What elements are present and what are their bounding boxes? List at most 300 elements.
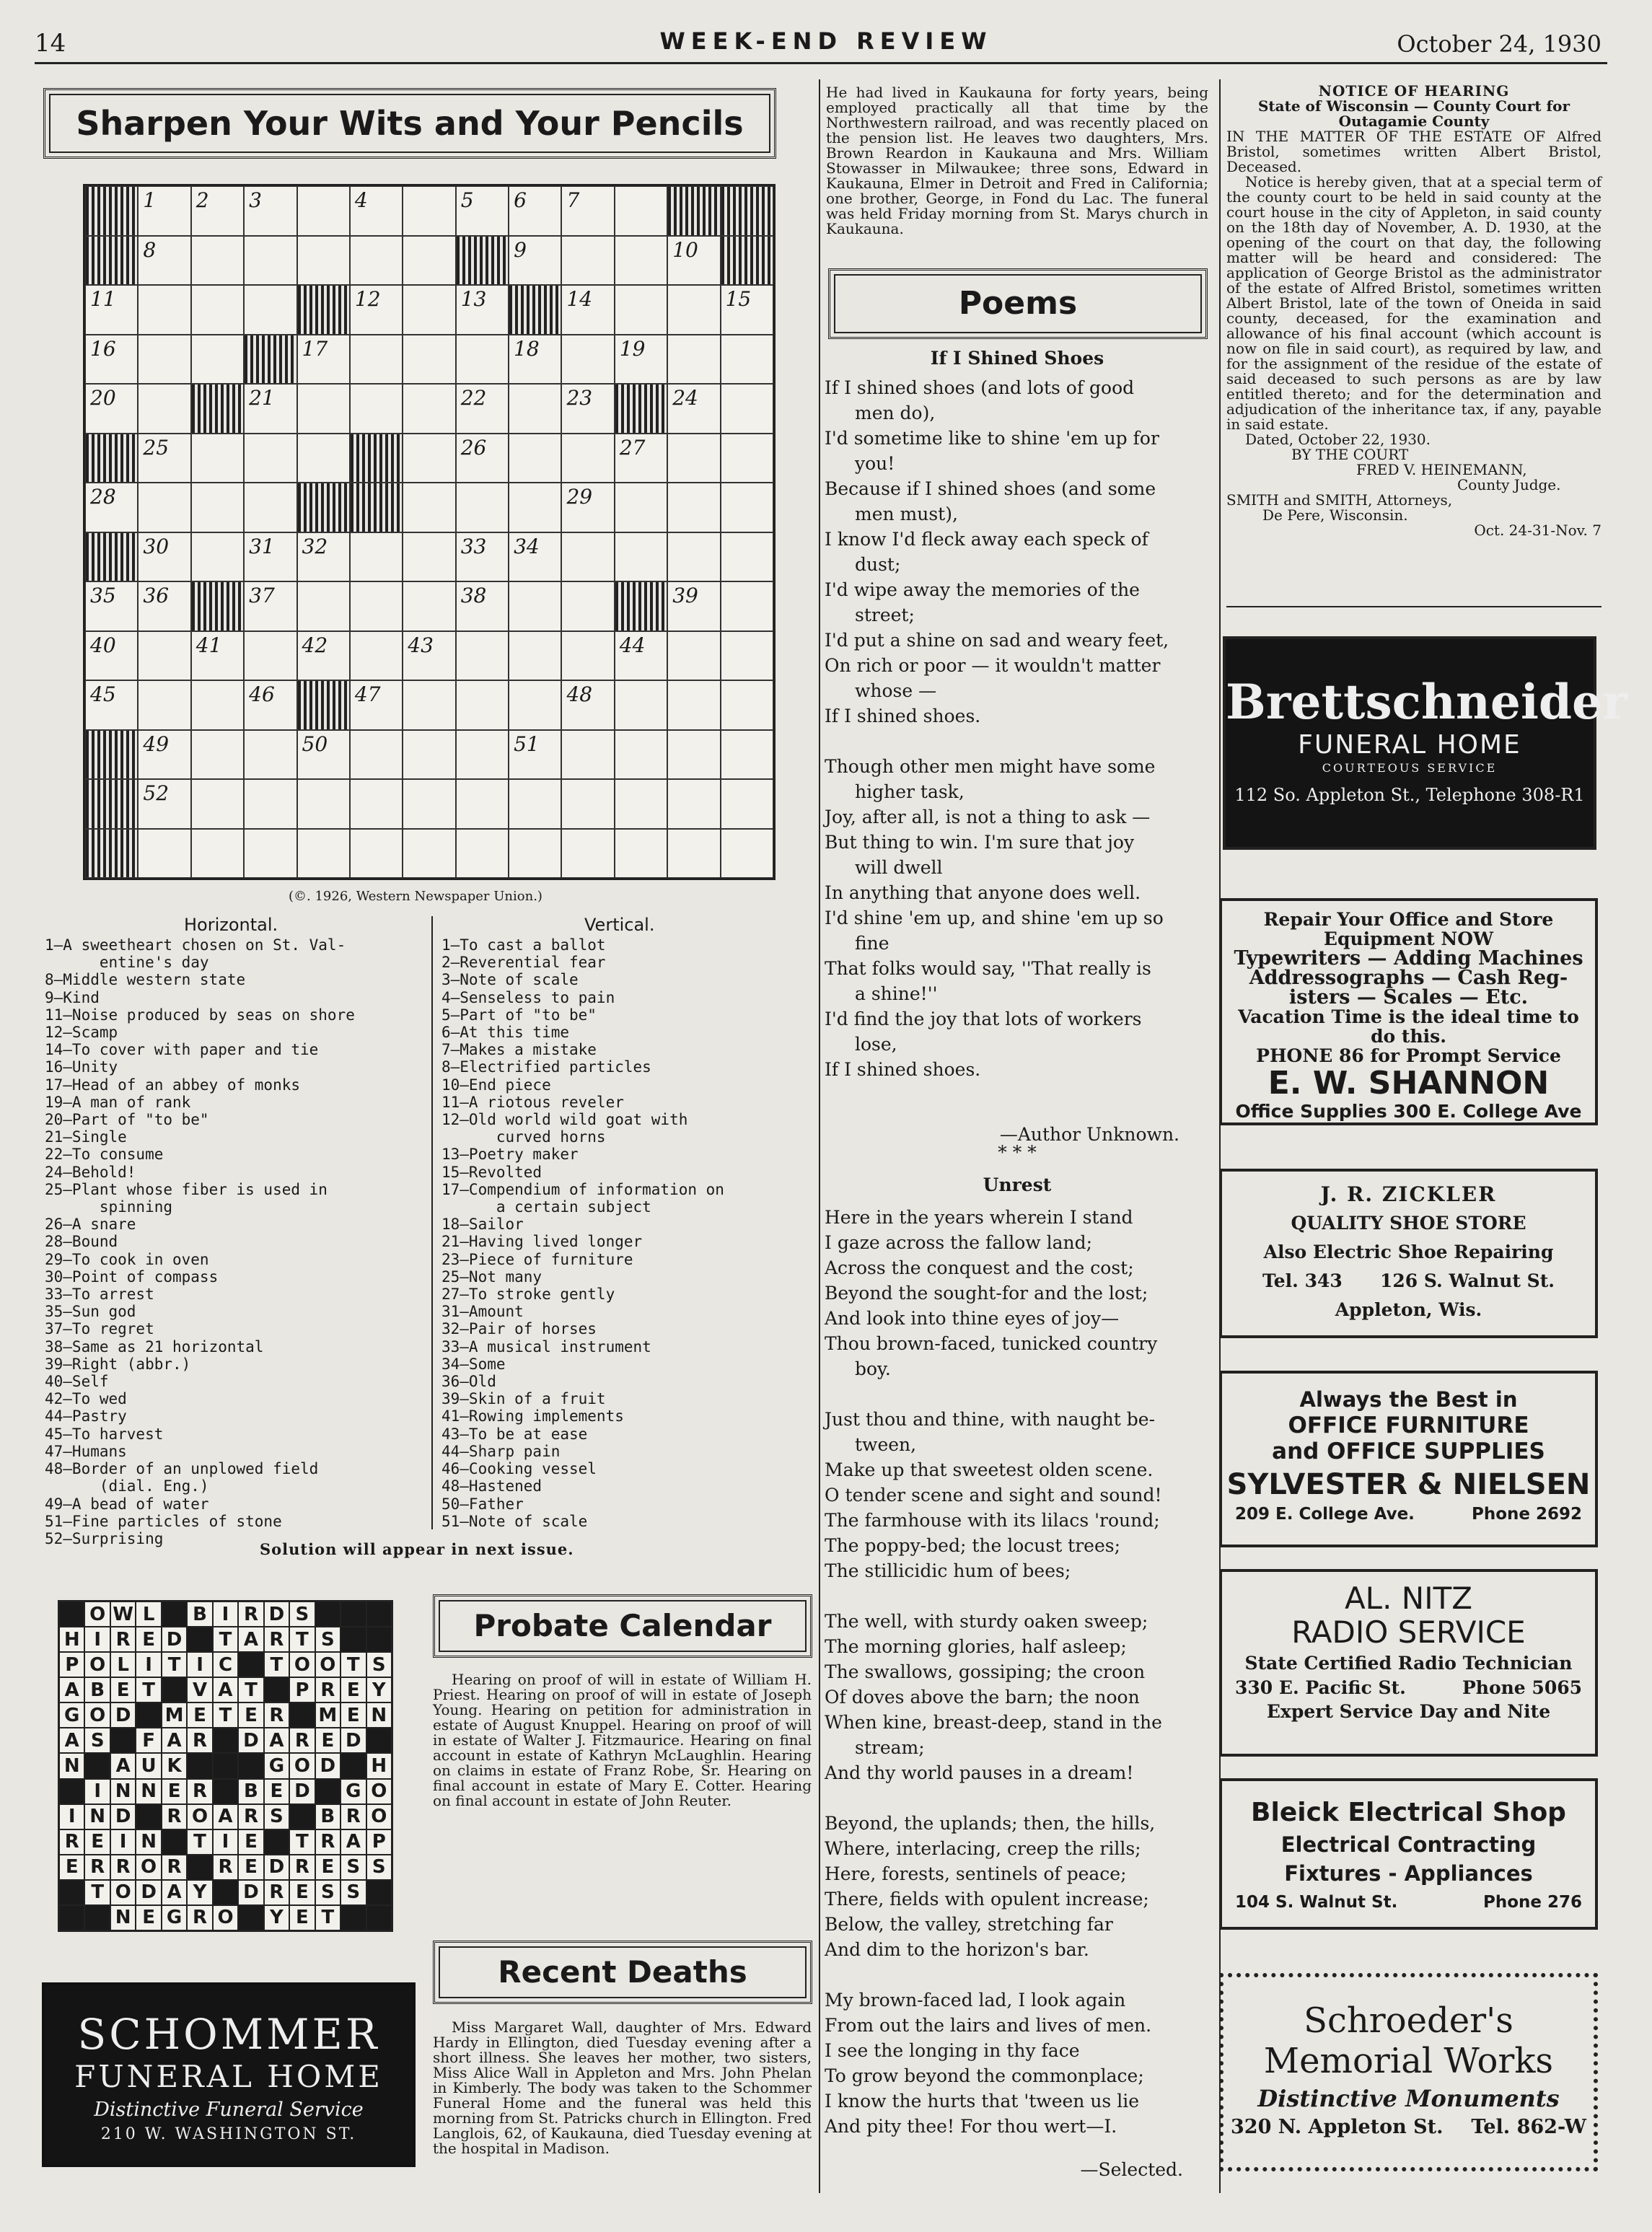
solution-letter: T — [238, 1677, 263, 1702]
solution-letter: M — [315, 1702, 340, 1728]
crossword-square — [403, 434, 455, 483]
solution-letter: O — [213, 1905, 238, 1930]
poem-line: Thou brown-faced, tunicked country — [825, 1333, 1158, 1354]
crossword-square — [721, 829, 773, 879]
crossword-square — [138, 434, 190, 483]
crossword-square — [138, 236, 190, 286]
crossword-black-square — [721, 236, 773, 286]
solution-letter: R — [59, 1829, 84, 1855]
crossword-square — [297, 779, 350, 829]
crossword-square — [191, 730, 244, 780]
crossword-square — [721, 483, 773, 532]
solution-letter: N — [110, 1779, 136, 1804]
crossword-square — [297, 532, 350, 582]
crossword-square — [350, 285, 403, 335]
crossword-clue-number: 5 — [460, 188, 474, 212]
solution-letter: R — [187, 1779, 212, 1804]
crossword-square — [721, 730, 773, 780]
crossword-square — [667, 335, 720, 385]
solution-letter: E — [340, 1702, 366, 1728]
crossword-clue-number: 52 — [143, 781, 170, 805]
crossword-square — [561, 779, 614, 829]
solution-letter: S — [315, 1880, 340, 1905]
solution-letter: D — [162, 1627, 187, 1652]
solution-letter: R — [213, 1855, 238, 1880]
crossword-square — [615, 680, 667, 730]
crossword-square — [721, 384, 773, 434]
poem-line: you! — [855, 453, 895, 474]
shannon-ad — [1219, 898, 1598, 1125]
crossword-square — [561, 384, 614, 434]
crossword-square — [191, 829, 244, 879]
crossword-square — [561, 285, 614, 335]
crossword-black-square — [721, 186, 773, 236]
solution-black-square — [59, 1905, 84, 1930]
solution-letter: P — [366, 1829, 392, 1855]
shannon-line: do this. — [1371, 1026, 1446, 1047]
poems-banner: Poems — [828, 268, 1208, 339]
solution-letter: T — [289, 1627, 315, 1652]
poem2-title: Unrest — [983, 1174, 1052, 1195]
crossword-black-square — [456, 236, 509, 286]
solution-letter: N — [59, 1753, 84, 1778]
crossword-square — [138, 186, 190, 236]
crossword-square — [244, 779, 296, 829]
crossword-square — [561, 335, 614, 385]
crossword-clue-number: 14 — [566, 287, 593, 311]
crossword-square — [138, 581, 190, 631]
crossword-square — [403, 779, 455, 829]
crossword-square — [191, 532, 244, 582]
poem-line: And look into thine eyes of joy— — [825, 1308, 1120, 1329]
solution-letter: R — [264, 1702, 289, 1728]
crossword-square — [615, 631, 667, 681]
crossword-clue-number: 6 — [514, 188, 527, 212]
crossword-square — [509, 730, 561, 780]
crossword-square — [456, 285, 509, 335]
solution-black-square — [340, 1601, 366, 1627]
crossword-square — [85, 483, 138, 532]
clue-divider — [431, 916, 433, 1529]
sylvester-footer — [1222, 1505, 1595, 1524]
poem-line: men must), — [855, 504, 958, 524]
solution-black-square — [366, 1728, 392, 1753]
solution-black-square — [264, 1677, 289, 1702]
crossword-black-square — [85, 829, 138, 879]
crossword-square — [561, 581, 614, 631]
crossword-square — [615, 186, 667, 236]
solution-letter: G — [340, 1779, 366, 1804]
crossword-clue-number: 43 — [408, 633, 434, 657]
solution-letter: T — [213, 1702, 238, 1728]
solution-black-square — [340, 1905, 366, 1930]
solution-letter: D — [136, 1880, 161, 1905]
crossword-clue-number: 19 — [619, 336, 646, 361]
solution-letter: R — [289, 1728, 315, 1753]
solution-black-square — [162, 1601, 187, 1627]
shannon-name: E. W. SHANNON — [1267, 1065, 1550, 1102]
crossword-black-square — [85, 434, 138, 483]
solution-black-square — [84, 1753, 110, 1778]
crossword-clue-number: 45 — [90, 682, 116, 706]
crossword-square — [561, 532, 614, 582]
sylvester-address: 209 E. College Ave. — [1235, 1505, 1415, 1524]
solution-letter: U — [136, 1753, 161, 1778]
crossword-square — [403, 483, 455, 532]
solution-letter: S — [340, 1855, 366, 1880]
poem-line: Here, forests, sentinels of peace; — [825, 1863, 1127, 1884]
solution-letter: I — [110, 1829, 136, 1855]
poem-line: That folks would say, ''That really is — [825, 958, 1151, 979]
solution-black-square — [315, 1601, 340, 1627]
poem-line: Across the conquest and the cost; — [825, 1257, 1134, 1278]
poem-line: I'd shine 'em up, and shine 'em up so — [825, 908, 1164, 928]
crossword-square — [350, 581, 403, 631]
solution-letter: B — [315, 1804, 340, 1829]
poem-line: I know I'd fleck away each speck of — [825, 529, 1148, 550]
poem-line: fine — [855, 933, 889, 954]
sylvester-line: and OFFICE SUPPLIES — [1272, 1438, 1545, 1464]
solution-letter: R — [315, 1677, 340, 1702]
crossword-clue-number: 48 — [566, 682, 593, 706]
crossword-clue-number: 29 — [566, 485, 593, 509]
solution-letter: T — [289, 1829, 315, 1855]
crossword-square — [244, 285, 296, 335]
crossword-square — [561, 680, 614, 730]
poem-line: To grow beyond the commonplace; — [825, 2065, 1144, 2086]
crossword-clue-number: 11 — [90, 287, 116, 311]
crossword-square — [509, 581, 561, 631]
solution-letter: R — [187, 1905, 212, 1930]
crossword-black-square — [244, 335, 296, 385]
crossword-square — [667, 779, 720, 829]
poem-line: men do), — [855, 403, 936, 423]
solution-black-square — [187, 1855, 212, 1880]
crossword-square — [561, 631, 614, 681]
crossword-square — [456, 532, 509, 582]
poem-line: And thy world pauses in a dream! — [825, 1762, 1134, 1783]
poem-line: dust; — [855, 554, 901, 575]
crossword-black-square — [615, 384, 667, 434]
crossword-square — [297, 434, 350, 483]
solution-letter: E — [110, 1677, 136, 1702]
poem-line: The stillicidic hum of bees; — [825, 1560, 1071, 1581]
crossword-clue-number: 4 — [354, 188, 368, 212]
crossword-square — [509, 384, 561, 434]
crossword-square — [350, 680, 403, 730]
crossword-square — [561, 236, 614, 286]
solution-letter: G — [264, 1753, 289, 1778]
crossword-square — [561, 829, 614, 879]
crossword-square — [138, 285, 190, 335]
solution-letter: R — [238, 1804, 263, 1829]
crossword-black-square — [297, 483, 350, 532]
solution-black-square — [59, 1601, 84, 1627]
schroeder-name: Schroeder's — [1304, 2000, 1513, 2041]
crossword-square — [297, 186, 350, 236]
crossword-square — [509, 434, 561, 483]
solution-black-square — [213, 1880, 238, 1905]
crossword-square — [615, 335, 667, 385]
schommer-sub: FUNERAL HOME — [74, 2059, 383, 2094]
solution-letter: N — [84, 1804, 110, 1829]
poem-line: street; — [855, 605, 915, 625]
crossword-clue-number: 2 — [195, 188, 209, 212]
poem-line: The morning glories, half asleep; — [825, 1636, 1127, 1657]
crossword-square — [509, 680, 561, 730]
solution-letter: A — [59, 1728, 84, 1753]
poem-line: Here in the years wherein I stand — [825, 1207, 1133, 1228]
poem2-author: —Selected. — [1080, 2159, 1183, 2180]
crossword-clue-number: 30 — [143, 534, 170, 558]
poem1-title: If I Shined Shoes — [930, 348, 1104, 369]
crossword-square — [456, 730, 509, 780]
zickler-ad — [1219, 1169, 1598, 1338]
crossword-square — [561, 186, 614, 236]
solution-black-square — [187, 1627, 212, 1652]
crossword-clue-number: 46 — [249, 682, 275, 706]
crossword-square — [138, 384, 190, 434]
crossword-square — [403, 186, 455, 236]
solution-letter: T — [187, 1829, 212, 1855]
schroeder-tagline: Distinctive Monuments — [1257, 2085, 1560, 2112]
crossword-black-square — [350, 483, 403, 532]
crossword-square — [297, 384, 350, 434]
solution-black-square — [187, 1753, 212, 1778]
crossword-square — [244, 434, 296, 483]
crossword-clue-number: 28 — [90, 485, 116, 509]
schroeder-phone: Tel. 862-W — [1471, 2116, 1586, 2138]
crossword-square — [350, 335, 403, 385]
solution-letter: D — [315, 1753, 340, 1778]
notice-judge: FRED V. HEINEMANN, — [1356, 461, 1527, 478]
solution-black-square — [315, 1779, 340, 1804]
poem-line: I'd sometime like to shine 'em up for — [825, 428, 1159, 449]
crossword-square — [138, 631, 190, 681]
poem1-author: —Author Unknown. — [999, 1124, 1179, 1145]
solution-letter: S — [264, 1804, 289, 1829]
solution-letter: E — [289, 1905, 315, 1930]
crossword-clue-number: 35 — [90, 584, 116, 607]
crossword-black-square — [85, 236, 138, 286]
notice-dated: Dated, October 22, 1930. — [1245, 431, 1431, 448]
crossword-square — [509, 532, 561, 582]
poem-line: If I shined shoes (and lots of good — [825, 377, 1135, 398]
solution-letter: P — [59, 1652, 84, 1677]
solution-letter: T — [84, 1880, 110, 1905]
solution-letter: W — [110, 1601, 136, 1627]
header-rule — [35, 62, 1607, 64]
poem-line: The poppy-bed; the locust trees; — [825, 1535, 1121, 1556]
crossword-black-square — [191, 581, 244, 631]
poem-line: Because if I shined shoes (and some — [825, 478, 1156, 499]
crossword-clue-number: 3 — [249, 188, 262, 212]
crossword-square — [138, 532, 190, 582]
solution-letter: A — [213, 1804, 238, 1829]
crossword-square — [456, 335, 509, 385]
solution-letter: S — [315, 1627, 340, 1652]
notice-court: State of Wisconsin — County Court for Outagamie County — [1257, 97, 1570, 130]
solution-black-square — [136, 1804, 161, 1829]
solution-letter: L — [136, 1601, 161, 1627]
crossword-square — [244, 680, 296, 730]
notice-body: Notice is hereby given, that at a special term of the county court to be held in said county at the court house in the city of Appleton, in said county on the 18th day of November, A. D. 1930, at the opening of the court on that day, the following matter will be heard and considered: The application of George Bristol as the administrator of the estate of Alfred Bristol, sometimes written Albert Bristol, late of the town of Oneida in said county, deceased, for the examination and allowance of his final account (which account is now on file in said court), as required by law, and for the assignment of the residue of the estate of said deceased to such persons as are by law entitled thereto; and for the determination and adjudication of the inheritance tax, if any, payable in said estate. — [1226, 173, 1602, 433]
crossword-clue-number: 9 — [514, 237, 527, 262]
solution-letter: E — [264, 1779, 289, 1804]
crossword-square — [403, 335, 455, 385]
shannon-line: Addressographs — Cash Reg- — [1249, 967, 1568, 989]
crossword-square — [721, 680, 773, 730]
crossword-square — [509, 186, 561, 236]
solution-letter: K — [162, 1753, 187, 1778]
solution-letter: A — [340, 1829, 366, 1855]
crossword-square — [297, 631, 350, 681]
poem-line: I'd wipe away the memories of the — [825, 579, 1140, 600]
crossword-square — [456, 483, 509, 532]
sylvester-phone: Phone 2692 — [1471, 1505, 1582, 1524]
crossword-square — [456, 779, 509, 829]
crossword-black-square — [191, 384, 244, 434]
nitz-phone: Phone 5065 — [1462, 1677, 1582, 1698]
solution-black-square — [162, 1677, 187, 1702]
solution-letter: E — [136, 1905, 161, 1930]
crossword-square — [456, 434, 509, 483]
schommer-ad — [42, 1982, 416, 2167]
crossword-clue-number: 31 — [249, 534, 275, 558]
crossword-square — [244, 730, 296, 780]
crossword-square — [615, 483, 667, 532]
crossword-grid — [83, 184, 776, 880]
solution-letter: D — [289, 1779, 315, 1804]
poem-line — [825, 729, 1207, 754]
crossword-square — [667, 631, 720, 681]
solution-letter: R — [84, 1855, 110, 1880]
crossword-square — [456, 186, 509, 236]
crossword-square — [456, 680, 509, 730]
crossword-square — [350, 236, 403, 286]
poem2-body — [825, 1205, 1207, 2139]
crossword-square — [138, 680, 190, 730]
crossword-square — [615, 285, 667, 335]
notice-rule — [1226, 606, 1602, 607]
poem-line: lose, — [855, 1034, 897, 1055]
crossword-square — [85, 680, 138, 730]
solution-letter: S — [340, 1880, 366, 1905]
crossword-square — [244, 581, 296, 631]
crossword-square — [667, 532, 720, 582]
crossword-square — [456, 829, 509, 879]
solution-letter: E — [136, 1627, 161, 1652]
crossword-black-square — [350, 434, 403, 483]
crossword-square — [721, 532, 773, 582]
crossword-black-square — [85, 730, 138, 780]
notice-matter: IN THE MATTER OF THE ESTATE OF Alfred Bristol, sometimes written Albert Bristol, Deceased. — [1226, 128, 1602, 175]
crossword-black-square — [297, 285, 350, 335]
solution-letter: S — [366, 1652, 392, 1677]
solution-black-square — [264, 1829, 289, 1855]
probate-text: Hearing on proof of will in estate of William H. Priest. Hearing on proof of will in estate of Joseph Young. Hearing on petition for administration in estate of August Knuppel. Hearing on proof of will in estate of Walter J. Fitzmaurice. Hearing on final account in estate of Kathryn McLaughlin. Hearing on claims in estate of Franz Robe, Sr. Hearing on final account in estate of Mary E. Cotter. Hearing on final account in estate of John Reuter. — [433, 1671, 812, 1809]
bleick-phone: Phone 276 — [1482, 1893, 1582, 1912]
crossword-square — [403, 384, 455, 434]
bleick-ad — [1219, 1778, 1598, 1930]
solution-black-square — [289, 1702, 315, 1728]
crossword-black-square — [509, 285, 561, 335]
solution-letter: E — [162, 1779, 187, 1804]
sylvester-line: Always the Best in — [1299, 1387, 1518, 1412]
notice-of-hearing — [1226, 84, 1602, 538]
solution-letter: D — [238, 1728, 263, 1753]
crossword-square — [615, 532, 667, 582]
issue-date: October 24, 1930 — [1397, 30, 1602, 58]
solution-letter: B — [238, 1779, 263, 1804]
solution-letter: A — [264, 1728, 289, 1753]
solution-letter: R — [340, 1804, 366, 1829]
crossword-square — [721, 285, 773, 335]
solution-letter: A — [238, 1627, 263, 1652]
crossword-square — [615, 829, 667, 879]
solution-letter: Y — [264, 1905, 289, 1930]
solution-letter: R — [238, 1601, 263, 1627]
solution-letter: O — [366, 1779, 392, 1804]
column-divider — [819, 79, 820, 2193]
schroeder-footer — [1223, 2116, 1594, 2138]
crossword-square — [191, 434, 244, 483]
poem-line: Where, interlacing, creep the rills; — [825, 1838, 1141, 1859]
poem-line: And pity thee! For thou wert—I. — [825, 2116, 1117, 2137]
notice-attorneys: SMITH and SMITH, Attorneys, — [1226, 491, 1453, 509]
solution-letter: A — [213, 1677, 238, 1702]
crossword-clue-number: 36 — [143, 584, 170, 607]
crossword-square — [138, 335, 190, 385]
solution-letter: N — [366, 1702, 392, 1728]
crossword-clue-number: 23 — [566, 386, 593, 410]
solution-black-square — [340, 1627, 366, 1652]
shannon-line: Vacation Time is the ideal time to — [1238, 1006, 1579, 1027]
solution-letter: D — [110, 1702, 136, 1728]
solution-letter: H — [366, 1753, 392, 1778]
solution-letter: I — [84, 1627, 110, 1652]
crossword-square — [244, 236, 296, 286]
schommer-tagline: Distinctive Funeral Service — [94, 2099, 364, 2121]
poem-line: I'd find the joy that lots of workers — [825, 1009, 1142, 1029]
solution-letter: I — [59, 1804, 84, 1829]
crossword-clue-number: 16 — [90, 336, 116, 361]
horizontal-clues: 1—A sweetheart chosen on St. Val- entine's day 8—Middle western state 9—Kind 11—Noise produced by seas on shore 12—Scamp 14—To cover with paper and tie 16—Unity 17—Head of an abbey of monks 19—A man of rank 20—Part of "to be" 21—Single 22—To consume 24—Behold! 25—Plant whose fiber is used in spinning 26—A snare 28—Bound 29—To cook in oven 30—Point of compass 33—To arrest 35—Sun god 37—To regret 38—Same as 21 horizontal 39—Right (abbr.) 40—Self 42—To wed 44—Pastry 45—To harvest 47—Humans 48—Border of an unplowed field (dial. Eng.) 49—A bead of water 51—Fine particles of stone 52—Surprising — [45, 936, 355, 1547]
crossword-square — [244, 483, 296, 532]
solution-black-square — [59, 1880, 84, 1905]
solution-letter: R — [110, 1855, 136, 1880]
crossword-square — [85, 384, 138, 434]
crossword-square — [509, 829, 561, 879]
solution-black-square — [340, 1753, 366, 1778]
solution-letter: O — [84, 1652, 110, 1677]
poem-line — [825, 1785, 1207, 1811]
solution-letter: D — [264, 1855, 289, 1880]
crossword-black-square — [615, 581, 667, 631]
poem-line: tween, — [855, 1434, 917, 1455]
sylvester-ad — [1219, 1371, 1598, 1547]
crossword-clue-number: 41 — [195, 633, 222, 657]
vertical-clues: 1—To cast a ballot 2—Reverential fear 3—Note of scale 4—Senseless to pain 5—Part of "to be" 6—At this time 7—Makes a mistake 8—Electrified particles 10—End piece 11—A riotous reveler 12—Old world wild goat with curved horns 13—Poetry maker 15—Revolted 17—Compendium of information on a certain subject 18—Sailor 21—Having lived longer 23—Piece of furniture 25—Not many 27—To stroke gently 31—Amount 32—Pair of horses 33—A musical instrument 34—Some 36—Old 39—Skin of a fruit 41—Rowing implements 43—To be at ease 44—Sharp pain 46—Cooking vessel 48—Hastened 50—Father 51—Note of scale — [441, 936, 724, 1530]
crossword-square — [191, 335, 244, 385]
crossword-clue-number: 39 — [672, 584, 698, 607]
poem-line: a shine!'' — [855, 983, 938, 1004]
solution-letter: F — [136, 1728, 161, 1753]
solution-letter: R — [289, 1855, 315, 1880]
crossword-banner: Sharpen Your Wits and Your Pencils — [43, 88, 776, 159]
solution-black-square — [213, 1728, 238, 1753]
deaths-text: Miss Margaret Wall, daughter of Mrs. Edward Hardy in Ellington, died Tuesday evening after a short illness. She leaves her mother, two sisters, Miss Alice Wall in Appleton and Mrs. John Phelan in Kimberly. The body was taken to the Schommer Funeral Home and the funeral was held this morning from St. Patricks church in Ellington. Fred Langlois, 62, of Kaukauna, died Tuesday evening at the hospital in Madison. — [433, 2018, 812, 2157]
